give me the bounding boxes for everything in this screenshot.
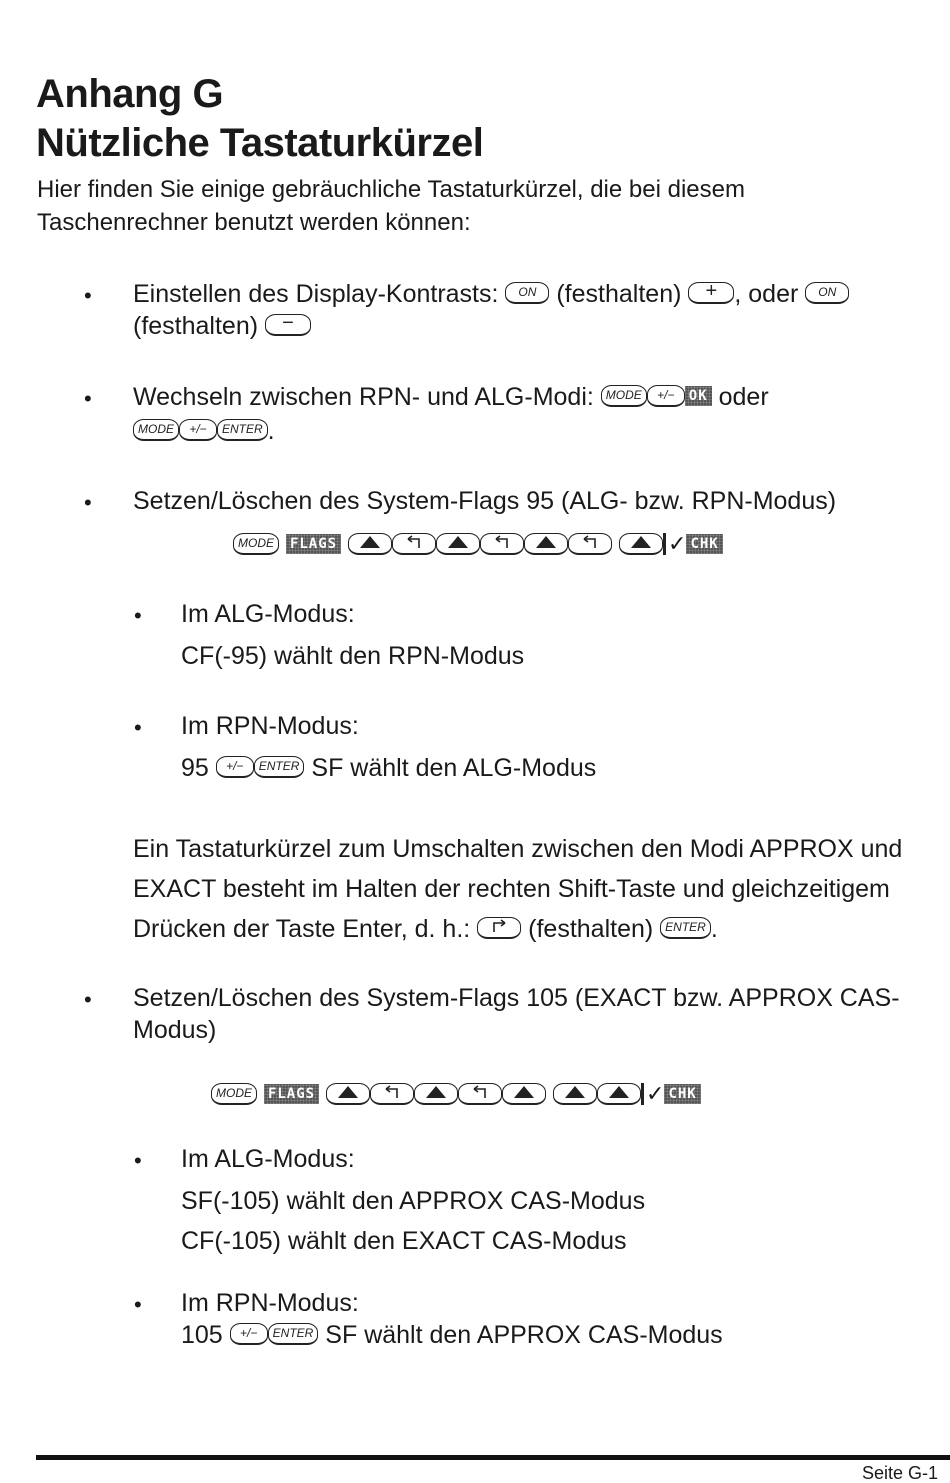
period: . <box>267 417 275 445</box>
flag95-key-sequence <box>233 529 723 562</box>
plusminus-key: +/− <box>230 1323 268 1345</box>
rpn-mode-label: Im RPN-Modus: <box>181 712 359 740</box>
mode-key: MODE <box>233 533 279 555</box>
paragraph-line <box>133 909 933 949</box>
cursor-bar <box>663 533 666 555</box>
mode-key: MODE <box>211 1083 257 1105</box>
paragraph-text: Drücken der Taste Enter, d. h.: <box>133 915 471 943</box>
chk-softkey: CHK <box>686 534 722 554</box>
or-text: , oder <box>734 280 799 308</box>
contrast-line <box>133 278 849 310</box>
alg-mode-label: Im ALG-Modus: <box>181 600 355 628</box>
paragraph-line: Ein Tastaturkürzel zum Umschalten zwischen den Modi APPROX und <box>133 835 903 863</box>
page-title: Anhang G <box>36 72 224 116</box>
rpn-mode-command <box>181 1319 723 1351</box>
up-arrow-icon <box>414 1083 458 1105</box>
up-arrow-icon <box>597 1083 641 1105</box>
alg-mode-command: CF(-105) wählt den EXACT CAS-Modus <box>181 1227 627 1255</box>
bullet: • <box>134 715 142 740</box>
hold-text: (festhalten) <box>528 915 654 943</box>
up-arrow-icon <box>436 533 480 555</box>
rpn-prefix: 105 <box>181 1321 223 1349</box>
flags-softkey: FLAGS <box>286 534 341 554</box>
right-shift-arrow-icon <box>477 917 521 939</box>
rpn-suffix: SF wählt den APPROX CAS-Modus <box>325 1321 723 1349</box>
alg-mode-command: SF(-105) wählt den APPROX CAS-Modus <box>181 1187 646 1215</box>
page-number: Seite G-1 <box>861 1463 938 1483</box>
alg-mode-label: Im ALG-Modus: <box>181 1145 355 1173</box>
bullet: • <box>84 386 92 411</box>
flag105-key-sequence <box>211 1079 701 1112</box>
mode-switch-text: Wechseln zwischen RPN- und ALG-Modi: <box>133 383 594 411</box>
bullet: • <box>134 603 142 628</box>
rpn-prefix: 95 <box>181 754 209 782</box>
up-arrow-icon <box>326 1083 370 1105</box>
enter-key: ENTER <box>254 756 305 778</box>
enter-key: ENTER <box>268 1323 319 1345</box>
up-arrow-icon <box>553 1083 597 1105</box>
ok-softkey: OK <box>685 386 712 406</box>
mode-key: MODE <box>133 419 179 441</box>
rpn-mode-command <box>181 752 596 784</box>
left-shift-arrow-icon <box>392 533 436 555</box>
approx-exact-paragraph <box>133 829 933 949</box>
left-shift-arrow-icon <box>568 533 612 555</box>
enter-key: ENTER <box>217 419 268 441</box>
contrast-text: Einstellen des Display-Kontrasts: <box>133 280 499 308</box>
plusminus-key: +/− <box>179 419 217 441</box>
flag95-text: Setzen/Löschen des System-Flags 95 (ALG- bzw. RPN-Modus) <box>133 487 837 515</box>
checkmark-icon: ✓ <box>668 531 687 557</box>
period: . <box>710 915 718 943</box>
checkmark-icon: ✓ <box>646 1081 665 1107</box>
mode-key: MODE <box>601 385 647 407</box>
bullet: • <box>84 283 92 308</box>
plusminus-key: +/− <box>216 756 254 778</box>
mode-switch-line-2 <box>133 415 275 447</box>
minus-key: − <box>265 314 311 336</box>
cursor-bar <box>641 1083 644 1105</box>
left-shift-arrow-icon <box>370 1083 414 1105</box>
bullet: • <box>84 490 92 515</box>
or-text: oder <box>718 383 769 411</box>
flag105-text-2: Modus) <box>133 1016 217 1044</box>
plusminus-key: +/− <box>647 385 685 407</box>
rpn-mode-label: Im RPN-Modus: <box>181 1289 359 1317</box>
bullet: • <box>134 1148 142 1173</box>
enter-key: ENTER <box>660 917 711 939</box>
bullet: • <box>134 1292 142 1317</box>
intro-text: Hier finden Sie einige gebräuchliche Tastaturkürzel, die bei diesem Taschenrechner benutzt werden können: <box>37 176 745 236</box>
up-arrow-icon <box>524 533 568 555</box>
bullet: • <box>84 987 92 1012</box>
page-subtitle: Nützliche Tastaturkürzel <box>36 121 484 165</box>
hold-text: (festhalten) <box>133 312 259 340</box>
alg-mode-command: CF(-95) wählt den RPN-Modus <box>181 642 525 670</box>
plus-key: + <box>688 282 734 304</box>
up-arrow-icon <box>619 533 663 555</box>
left-shift-arrow-icon <box>458 1083 502 1105</box>
left-shift-arrow-icon <box>480 533 524 555</box>
contrast-line-2 <box>133 310 311 342</box>
up-arrow-icon <box>502 1083 546 1105</box>
on-key: ON <box>505 282 549 304</box>
mode-switch-line <box>133 381 769 413</box>
rpn-suffix: SF wählt den ALG-Modus <box>311 754 597 782</box>
flag105-text: Setzen/Löschen des System-Flags 105 (EXACT bzw. APPROX CAS- <box>133 984 900 1012</box>
hold-text: (festhalten) <box>556 280 682 308</box>
flags-softkey: FLAGS <box>264 1084 319 1104</box>
paragraph-line: EXACT besteht im Halten der rechten Shift-Taste und gleichzeitigem <box>133 875 890 903</box>
footer-divider <box>36 1455 950 1460</box>
chk-softkey: CHK <box>664 1084 700 1104</box>
on-key: ON <box>805 282 849 304</box>
up-arrow-icon <box>348 533 392 555</box>
